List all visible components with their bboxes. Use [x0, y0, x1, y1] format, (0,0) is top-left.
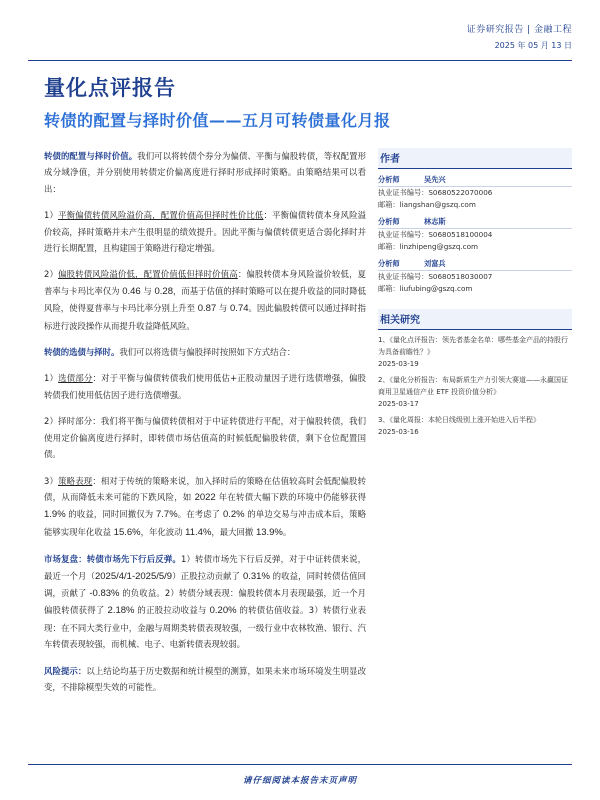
para-text: 以上结论均基于历史数据和统计模型的测算，如果未来市场环境发生明显改变，不排除模型失效的可能性。 — [44, 665, 367, 692]
para-text: 我们可以将转债个券分为偏债、平衡与偏股转债，等权配置形成分域净值，并分别使用转债定价偏离度进行择时形成择时策略。由策略结果可以看出： — [44, 151, 367, 194]
para-number: 0.2% — [222, 509, 245, 521]
footer-disclaimer: 请仔细阅读本报告末页声明 — [242, 776, 357, 786]
paragraph-8 — [44, 551, 366, 652]
analyst-email-link[interactable]: liangshan@gszq.com — [399, 200, 476, 209]
research-title: 2、《量化分析报告：布局新质生产力引领大赛道——永赢国证商用卫星通信产业 ETF 投资价值分析》 — [378, 376, 568, 396]
sidebar — [378, 148, 572, 438]
para-text: 的收益，同时转债估值回调，贡献了 — [44, 570, 366, 598]
related-research-heading: 相关研究 — [378, 309, 572, 330]
para-number: 7.7% — [156, 509, 178, 521]
research-date: 2025-03-16 — [378, 428, 419, 436]
research-date: 2025-03-17 — [378, 400, 419, 408]
para-text: 的负收益。2）转债分域表现：偏股转债本月表现最强，近一个月偏股转债获得了 — [44, 587, 366, 616]
license-label: 执业证书编号： — [378, 272, 429, 281]
para-text: ：偏股转债本身风险溢价较低，夏普率与卡玛比率仅为 — [44, 269, 367, 296]
email-label: 邮箱： — [378, 242, 400, 251]
para-heading: 转债的选债与择时。 — [44, 347, 120, 358]
para-text: ：平衡偏债转债本身风险溢价较高，择时策略并未产生很明显的绩效提升。因此平衡与偏债转债更适合弱化择时并进行长期配置，且构建国于策略进行稳定增强。 — [44, 210, 366, 254]
footer — [0, 768, 600, 787]
para-number: 0.20% — [209, 605, 237, 617]
analyst-name-row — [378, 174, 572, 187]
page-title: 转债的配置与择时价值——五月可转债量化月报 — [44, 111, 391, 130]
research-title: 1、《量化点评报告：领先者基金名单：哪些基金产品的持股行为具备前瞻性？》 — [378, 336, 568, 356]
para-number: 1.9% — [44, 509, 66, 521]
para-number: 11.4% — [185, 526, 212, 538]
paragraph-2 — [44, 207, 366, 256]
analyst-email-row — [378, 283, 572, 295]
analyst-role: 分析师 — [378, 217, 400, 226]
email-label: 邮箱： — [378, 200, 400, 209]
paragraph-4 — [44, 344, 366, 360]
bottom-divider — [28, 764, 572, 765]
para-underlined: 平衡偏债转债风险溢价高，配置价值高但择时性价比低 — [58, 210, 264, 221]
para-text: 的转债估值收益。3）转债行业表现：在不同大类行业中，金融与周期类转债表现较强，一级行业中农林牧渔、银行、汽车转债表现较强，而机械、电子、电新转债表现较弱。 — [44, 605, 366, 650]
research-date: 2025-03-19 — [378, 360, 419, 368]
analyst-block — [378, 258, 572, 295]
license-number: S0680518100004 — [428, 230, 493, 239]
para-number: 15.6% — [113, 526, 141, 538]
para-text: ：相对于传统的策略来说，加入择时后的策略在估值较高时会低配偏股转债，从而降低未来可能的下跌风险，如 — [44, 475, 366, 502]
para-number: -0.83% — [89, 587, 120, 599]
research-item[interactable] — [378, 334, 572, 370]
license-label: 执业证书编号： — [378, 230, 429, 239]
para-text: 2） — [44, 269, 59, 280]
para-number: 0.74 — [230, 303, 249, 315]
analyst-license-row — [378, 271, 572, 283]
analyst-license-row — [378, 187, 572, 199]
top-divider — [28, 60, 572, 61]
para-number: 2.18% — [107, 605, 135, 617]
header-meta — [467, 22, 572, 51]
para-text: 1） — [44, 373, 59, 384]
para-heading: 转债的配置与择时价值。 — [44, 151, 138, 161]
authors-heading: 作者 — [378, 148, 572, 169]
license-label: 执业证书编号： — [378, 188, 429, 197]
para-text: 1） — [44, 210, 59, 221]
para-number: 0.31% — [242, 570, 270, 582]
para-text: 与 — [140, 285, 155, 296]
analyst-email-link[interactable]: linzhipeng@gszq.com — [399, 242, 479, 251]
para-text: 年在转债大幅下跌的环境中仍能够获得 — [215, 491, 366, 502]
analyst-name-row — [378, 216, 572, 229]
analyst-block — [378, 216, 572, 253]
para-number: 2025/4/1-2025/5/9 — [94, 570, 173, 582]
para-text: 1）转债市场先下行后反弹，对于中证转债来说，最近一个月（ — [44, 554, 367, 581]
para-number: 0.28 — [154, 285, 173, 297]
para-text: 我们可以将选债与偏股择时按照如下方式结合： — [119, 347, 296, 358]
para-number: 2022 — [194, 491, 216, 503]
paragraph-9 — [44, 663, 366, 696]
analyst-role: 分析师 — [378, 175, 400, 184]
paragraph-1 — [44, 148, 366, 197]
para-text: ）正股拉动贡献了 — [172, 570, 243, 581]
analyst-name-row — [378, 258, 572, 271]
analyst-name: 刘富兵 — [424, 259, 446, 268]
para-text: 。 — [282, 526, 292, 537]
para-heading: 风险提示： — [44, 665, 87, 676]
license-number: S0680518030007 — [428, 272, 493, 281]
para-text: 。在考虑了 — [177, 509, 223, 520]
analyst-name: 吴先兴 — [424, 175, 446, 184]
paragraph-5 — [44, 370, 366, 403]
para-text: 的收益，同时回撤仅为 — [65, 509, 156, 520]
research-item[interactable] — [378, 374, 572, 410]
license-number: S0680522070006 — [428, 188, 493, 197]
analyst-block — [378, 174, 572, 211]
para-number: 13.9% — [255, 526, 283, 538]
para-text: 。因此偏股转债可以通过择时指标进行波段操作从而提升收益降低风险。 — [44, 303, 367, 331]
paragraph-6: 2）择时部分：我们将平衡与偏债转债相对于中证转债进行平配，对于偏股转债，我们使用定价偏离度进行择时，即转债市场估值高的时候低配偏股转债，剩下仓位配置国债。 — [44, 416, 366, 460]
email-label: 邮箱： — [378, 284, 400, 293]
para-text: ，而基于估值的择时策略可以在提升收益的同时降低风险，使得夏普率与卡玛比率分别上升至 — [44, 285, 367, 314]
para-text: 的正股拉动收益与 — [134, 605, 210, 616]
para-text: 3） — [44, 475, 59, 486]
para-number: 0.46 — [122, 285, 141, 297]
report-date: 2025 年 05 月 13 日 — [494, 41, 572, 50]
para-text: 与 — [216, 303, 231, 314]
report-category: 证券研究报告 | 金融工程 — [466, 25, 572, 35]
para-underlined: 选债部分 — [58, 373, 93, 384]
para-text: 的单边交易与冲击成本后，策略能够实现年化收益 — [44, 509, 366, 537]
para-text: ：对于平衡与偏债转债我们使用低估+正股动量因子进行选债增强，偏股转债我们使用低估因子进行选债增强。 — [44, 373, 367, 400]
main-body — [44, 148, 366, 705]
para-number: 0.87 — [197, 303, 217, 315]
analyst-email-row — [378, 241, 572, 253]
analyst-role: 分析师 — [378, 259, 400, 268]
research-item[interactable] — [378, 414, 572, 438]
paragraph-7 — [44, 473, 366, 542]
para-underlined: 策略表现 — [58, 475, 93, 486]
para-heading: 市场复盘：转债市场先下行后反弹。 — [44, 554, 181, 565]
research-title: 3、《量化周报：本轮日线级别上涨开始进入后半程》 — [378, 416, 540, 424]
report-type: 量化点评报告 — [44, 76, 176, 100]
analyst-email-link[interactable]: liufubing@gszq.com — [399, 284, 473, 293]
para-text: ，最大回撤 — [211, 526, 256, 537]
para-underlined: 偏股转债风险溢价低，配置价值低但择时价值高 — [58, 269, 238, 280]
paragraph-3 — [44, 266, 366, 334]
analyst-name: 林志斯 — [424, 217, 446, 226]
para-text: ，年化波动 — [140, 526, 186, 537]
analyst-license-row — [378, 229, 572, 241]
related-research — [378, 309, 572, 438]
analyst-email-row — [378, 199, 572, 211]
